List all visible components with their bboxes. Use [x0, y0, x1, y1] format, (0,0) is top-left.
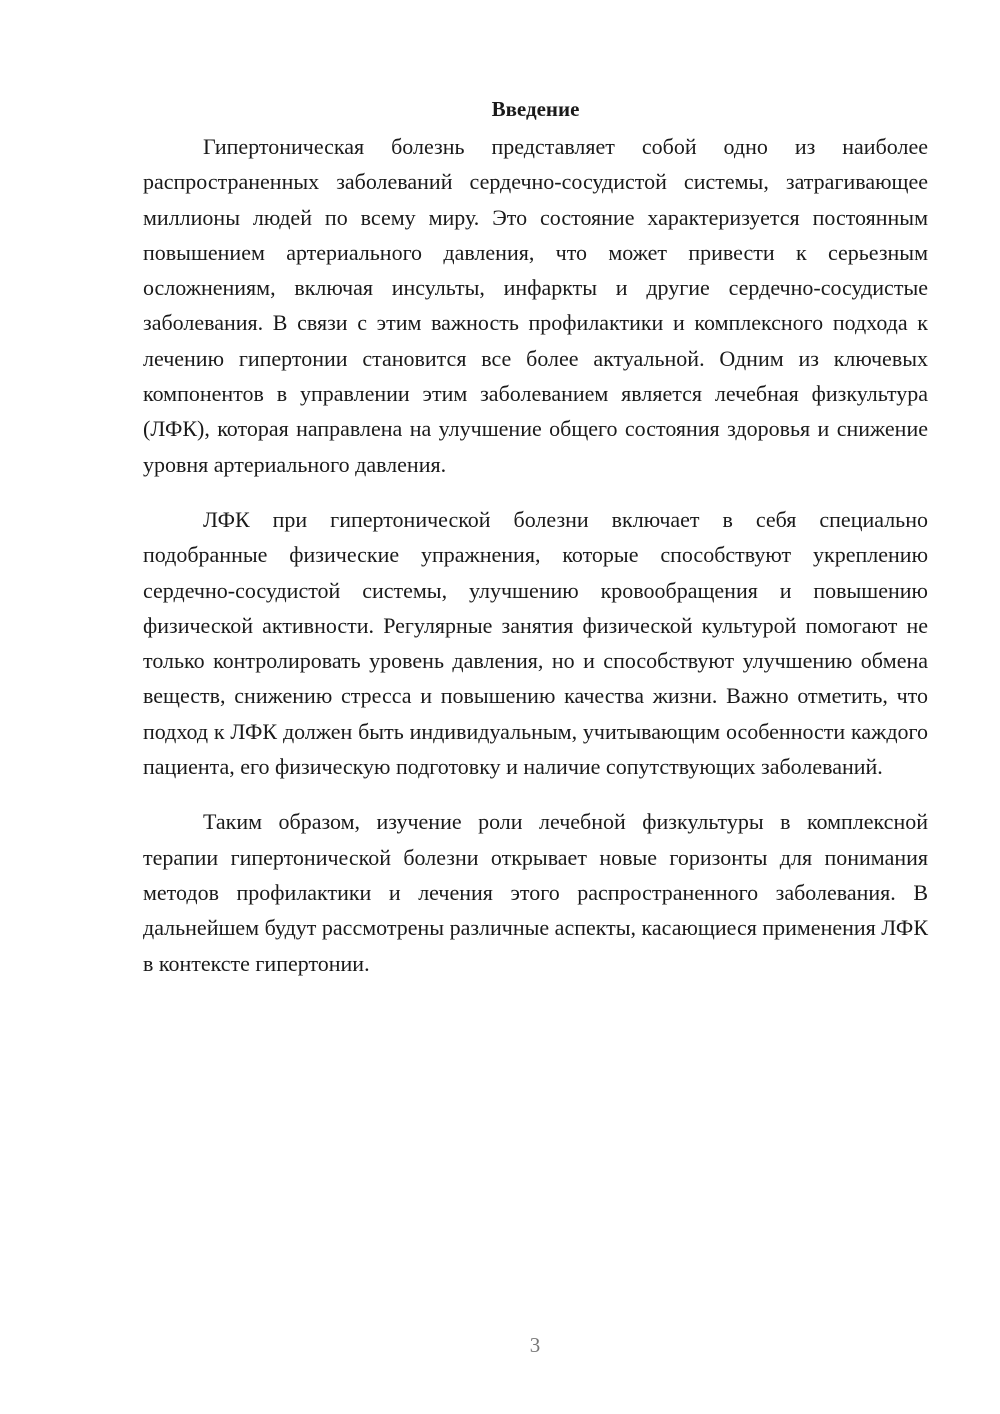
- page-number: 3: [529, 1333, 541, 1357]
- paragraph-3: Таким образом, изучение роли лечебной физкультуры в комплексной терапии гипертонической болезни открывает новые горизонты для понимания методов профилактики и лечения этого распространенного заболевания. В дальнейшем будут рассмотрены различные аспекты, касающиеся применения ЛФК в контексте гипертонии.: [143, 809, 928, 976]
- section-heading: Введение: [491, 97, 580, 121]
- page-content: [143, 92, 928, 1001]
- paragraph-1: Гипертоническая болезнь представляет собой одно из наиболее распространенных заболеваний сердечно-сосудистой системы, затрагивающее миллионы людей по всему миру. Это состояние характеризуется постоянным повышением артериального давления, что может привести к серьезным осложнениям, включая инсульты, инфаркты и другие сердечно-сосудистые заболевания. В связи с этим важность профилактики и комплексного подхода к лечению гипертонии становится все более актуальной. Одним из ключевых компонентов в управлении этим заболеванием является лечебная физкультура (ЛФК), которая направлена на улучшение общего состояния здоровья и снижение уровня артериального давления.: [143, 134, 928, 477]
- paragraph-2: ЛФК при гипертонической болезни включает в себя специально подобранные физические упражнения, которые способствуют укреплению сердечно-сосудистой системы, улучшению кровообращения и повышению физической активности. Регулярные занятия физической культурой помогают не только контролировать уровень давления, но и способствуют улучшению обмена веществ, снижению стресса и повышению качества жизни. Важно отметить, что подход к ЛФК должен быть индивидуальным, учитывающим особенности каждого пациента, его физическую подготовку и наличие сопутствующих заболеваний.: [143, 506, 928, 780]
